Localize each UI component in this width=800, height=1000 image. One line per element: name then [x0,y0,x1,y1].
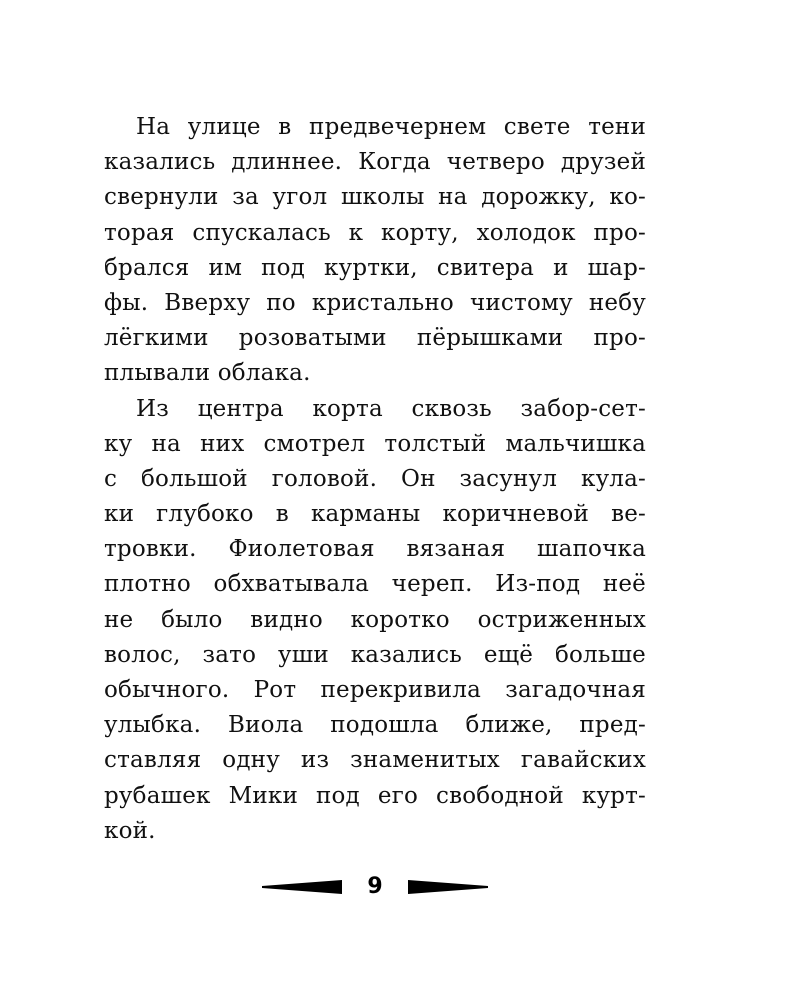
page-number: 9 [367,874,383,899]
text-line: брался им под куртки, свитера и шар- [104,254,646,281]
text-line: лёгкими розоватыми пёрышками про- [104,325,646,352]
text-line: плотно обхватывала череп. Из-под неё [104,571,646,598]
body-text [104,110,646,849]
page-footer [0,872,800,902]
text-line: казались длиннее. Когда четверо друзей [104,149,646,176]
text-line: ки глубоко в карманы коричневой ве- [104,501,646,528]
text-line: рубашек Мики под его свободной курт- [104,782,646,809]
text-line: тровки. Фиолетовая вязаная шапочка [104,536,646,563]
text-line: Из центра корта сквозь забор-сет- [136,395,646,422]
text-line: На улице в предвечернем свете тени [136,114,646,140]
text-line: не было видно коротко остриженных [104,606,646,633]
text-line: фы. Вверху по кристально чистому небу [104,289,646,316]
left-ornament-icon [262,880,342,894]
text-line: с большой головой. Он засунул кула- [104,465,646,492]
text-line: волос, зато уши казались ещё больше [104,641,646,668]
text-line: плывали облака. [104,360,311,387]
text-line: кой. [104,817,156,844]
text-line: обычного. Рот перекривила загадочная [104,677,646,703]
right-ornament-icon [408,880,488,894]
text-line: ставляя одну из знаменитых гавайских [104,747,646,774]
text-line: торая спускалась к корту, холодок про- [104,219,646,246]
text-line: улыбка. Виола подошла ближе, пред- [104,712,646,739]
text-line: свернули за угол школы на дорожку, ко- [104,184,646,211]
text-line: ку на них смотрел толстый мальчишка [104,430,646,457]
